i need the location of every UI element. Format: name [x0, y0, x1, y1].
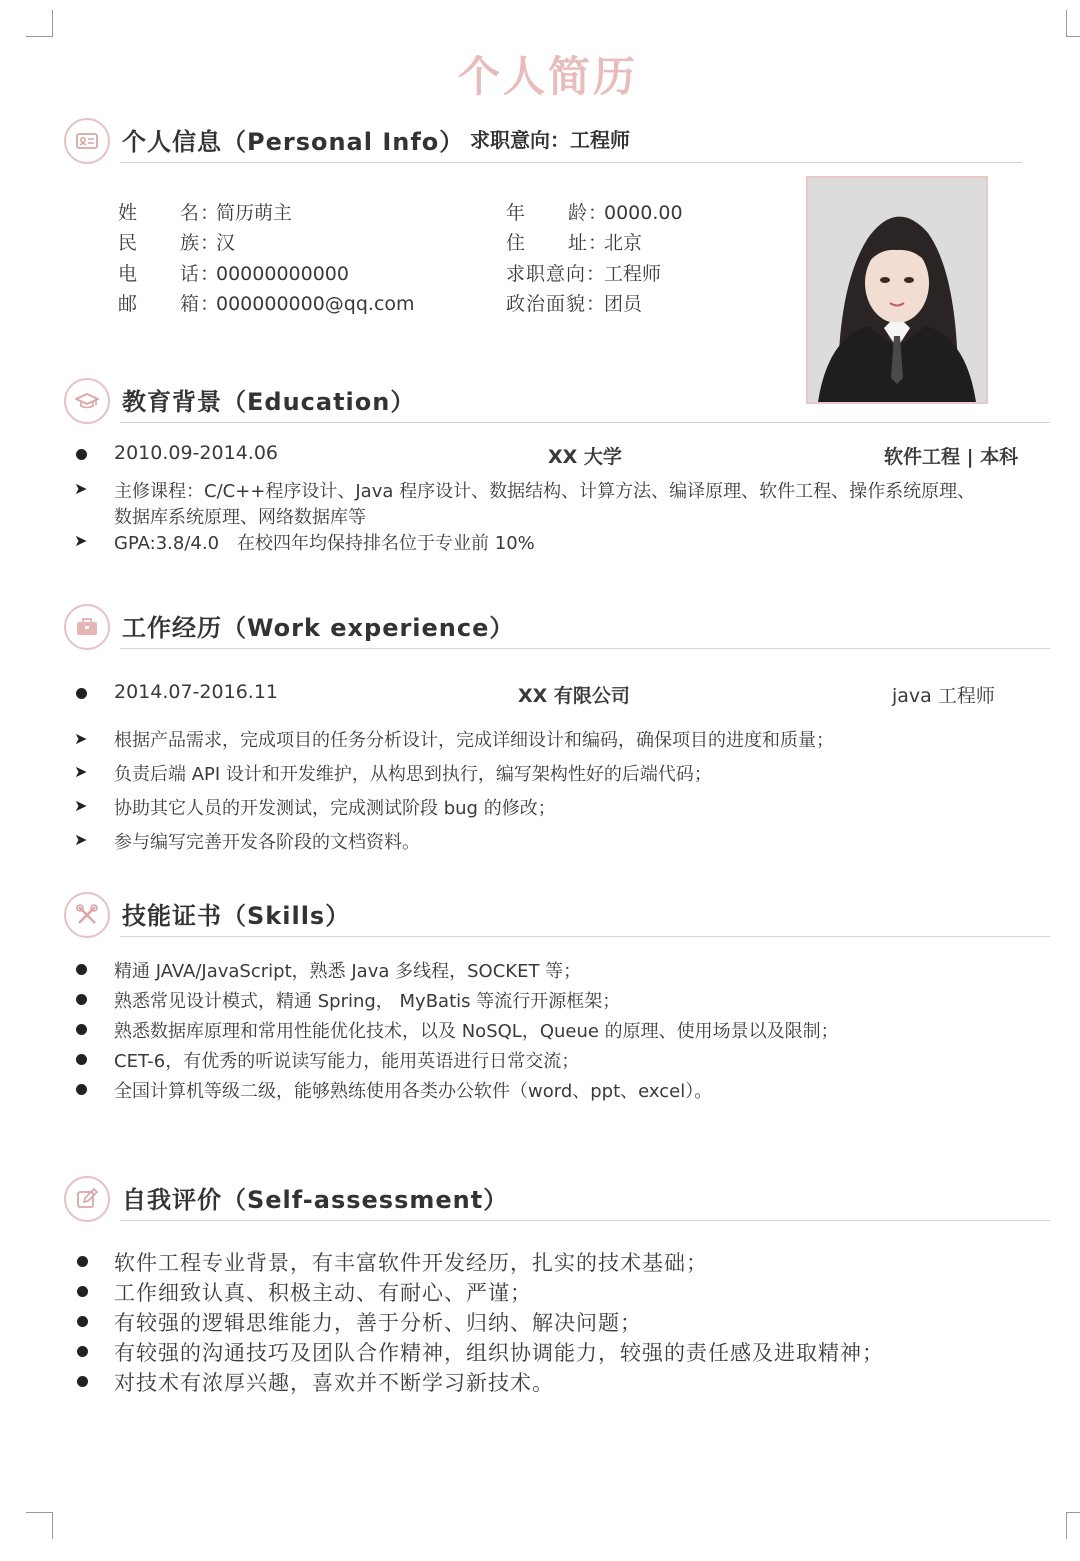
id-card-icon: [64, 118, 110, 164]
work-period: 2014.07-2016.11: [114, 681, 278, 703]
bullet-dot: [76, 1054, 87, 1065]
self-item: 有较强的逻辑思维能力，善于分析、归纳、解决问题；: [114, 1311, 642, 1335]
education-gpa: GPA:3.8/4.0 在校四年均保持排名位于专业前 10%: [114, 533, 535, 554]
bullet-dot: [76, 964, 87, 975]
skill-item: 熟悉数据库原理和常用性能优化技术，以及 NoSQL，Queue 的原理、使用场景以及限制；: [114, 1021, 839, 1042]
section-rule: [120, 648, 1050, 649]
work-item: 负责后端 API 设计和开发维护，从构思到执行，编写架构性好的后端代码；: [114, 764, 712, 785]
work-item: 根据产品需求，完成项目的任务分析设计，完成详细设计和编码，确保项目的进度和质量；: [114, 730, 834, 751]
self-item: 软件工程专业背景，有丰富软件开发经历，扎实的技术基础；: [114, 1251, 708, 1275]
section-education: [64, 376, 1050, 426]
corner-mark-top-right: [1066, 10, 1080, 37]
skill-item: 精通 JAVA/JavaScript，熟悉 Java 多线程，SOCKET 等；: [114, 961, 582, 982]
education-courses: 主修课程：C/C++程序设计、Java 程序设计、数据结构、计算方法、编译原理、软件工程、操作系统原理、: [114, 481, 976, 502]
skill-item: 全国计算机等级二级，能够熟练使用各类办公软件（word、ppt、excel）。: [114, 1081, 713, 1102]
info-row-political-status: 政治面貌：团员: [506, 293, 643, 315]
info-row-age: 年 龄：0000.00: [506, 202, 683, 224]
info-row-job-intention: 求职意向：工程师: [506, 263, 662, 285]
education-major: 软件工程 | 本科: [884, 446, 1019, 468]
bullet-dot: [77, 1286, 88, 1297]
graduation-cap-icon: [64, 378, 110, 424]
work-item: 协助其它人员的开发测试，完成测试阶段 bug 的修改；: [114, 798, 556, 819]
bullet-dot: [77, 1316, 88, 1327]
bullet-dot: [76, 994, 87, 1005]
job-intention-header: 求职意向：工程师: [470, 128, 630, 152]
arrow-bullet-icon: ➤: [74, 479, 88, 498]
profile-photo: [806, 176, 988, 404]
bullet-dot: [76, 1084, 87, 1095]
edit-icon: [64, 1176, 110, 1222]
education-courses-cont: 数据库系统原理、网络数据库等: [114, 507, 366, 528]
section-rule: [120, 162, 1022, 163]
arrow-bullet-icon: ➤: [74, 762, 88, 781]
bullet-dot: [77, 1346, 88, 1357]
arrow-bullet-icon: ➤: [74, 830, 88, 849]
section-rule: [120, 936, 1050, 937]
bullet-dot: [76, 449, 87, 460]
corner-mark-top-left: [26, 10, 53, 37]
section-personal: [64, 116, 1050, 166]
info-row-name: 姓 名：简历萌主: [118, 202, 293, 224]
skill-item: CET-6，有优秀的听说读写能力，能用英语进行日常交流；: [114, 1051, 580, 1072]
info-row-ethnicity: 民 族：汉: [118, 232, 236, 254]
info-row-address: 住 址：北京: [506, 232, 643, 254]
education-school: XX 大学: [548, 446, 622, 468]
bullet-dot: [76, 688, 87, 699]
section-work: [64, 602, 1050, 652]
education-period: 2010.09-2014.06: [114, 442, 278, 464]
section-self-assessment: [64, 1174, 1050, 1224]
tools-icon: [64, 892, 110, 938]
section-title-work: 工作经历（Work experience）: [122, 614, 515, 642]
arrow-bullet-icon: ➤: [74, 531, 88, 550]
section-skills: [64, 890, 1050, 940]
info-row-email: 邮 箱：000000000@qq.com: [118, 293, 415, 315]
section-title-self-assessment: 自我评价（Self-assessment）: [122, 1186, 509, 1214]
corner-mark-bottom-right: [1066, 1512, 1080, 1539]
bullet-dot: [77, 1376, 88, 1387]
arrow-bullet-icon: ➤: [74, 796, 88, 815]
corner-mark-bottom-left: [26, 1512, 53, 1539]
section-rule: [120, 1220, 1050, 1221]
work-role: java 工程师: [892, 685, 995, 707]
arrow-bullet-icon: ➤: [74, 729, 88, 748]
info-row-phone: 电 话：00000000000: [118, 263, 349, 285]
briefcase-icon: [64, 604, 110, 650]
work-item: 参与编写完善开发各阶段的文档资料。: [114, 832, 420, 853]
self-item: 有较强的沟通技巧及团队合作精神，组织协调能力，较强的责任感及进取精神；: [114, 1341, 884, 1365]
self-item: 对技术有浓厚兴趣，喜欢并不断学习新技术。: [114, 1371, 554, 1395]
section-title-personal: 个人信息（Personal Info）: [122, 128, 465, 156]
section-rule: [120, 422, 1050, 423]
section-title-skills: 技能证书（Skills）: [122, 902, 351, 930]
bullet-dot: [77, 1256, 88, 1267]
skill-item: 熟悉常见设计模式，精通 Spring， MyBatis 等流行开源框架；: [114, 991, 621, 1012]
section-title-education: 教育背景（Education）: [122, 388, 416, 416]
page-title: 个人简历: [457, 52, 638, 101]
self-item: 工作细致认真、积极主动、有耐心、严谨；: [114, 1281, 532, 1305]
work-company: XX 有限公司: [518, 685, 630, 707]
bullet-dot: [76, 1024, 87, 1035]
